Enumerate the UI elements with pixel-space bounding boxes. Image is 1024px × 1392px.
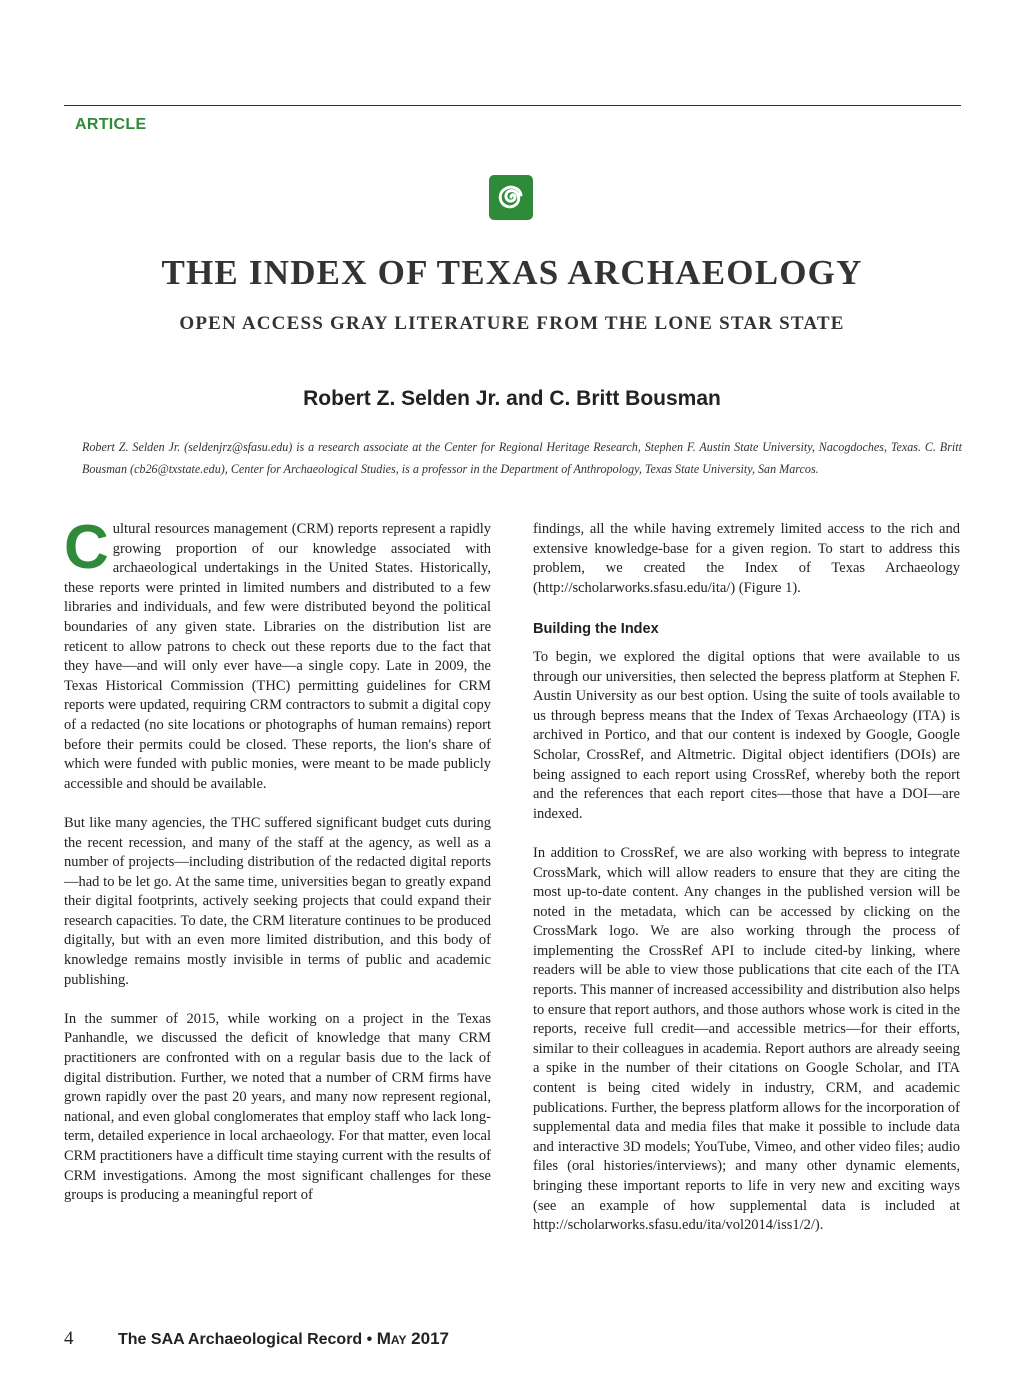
body-paragraph: But like many agencies, the THC suffered significant budget cuts during the recent recession, and many of the staff at the agency, as well as a number of projects—including distribution of the redacted digital reports—had to be let go. At the same time, universities began to greatly expand their digital footprints, actively seeking projects that could expand their research capacities. To date, the CRM literature continues to be produced digitally, but with an even more limited distribution, and this body of knowledge remains mostly invisible in terms of public and academic publishing. bbox=[64, 814, 491, 988]
footer-separator: • bbox=[366, 1331, 373, 1348]
right-column bbox=[533, 520, 960, 1236]
spiral-logo-icon bbox=[489, 175, 533, 220]
body-paragraph: In the summer of 2015, while working on a project in the Texas Panhandle, we discussed the deficit of knowledge that many CRM practitioners are confronted with on a regular basis due to the lack of digital distribution. Further, we noted that a number of CRM firms have grown rapidly over the past 20 years, and many now represent regional, national, and even global conglomerates that employ staff who lack long-term, detailed experience in local archaeology. For that matter, even local CRM practitioners have a difficult time staying current with the results of CRM investigations. Among the most significant challenges for these groups is producing a meaningful report of bbox=[64, 1010, 491, 1204]
header-rule bbox=[64, 105, 961, 106]
article-subtitle: OPEN ACCESS GRAY LITERATURE FROM THE LONE STAR STATE bbox=[179, 313, 845, 334]
footer-publication: The SAA Archaeological Record • May 2017 bbox=[118, 1329, 449, 1348]
article-title: THE INDEX OF TEXAS ARCHAEOLOGY bbox=[161, 253, 863, 292]
body-paragraph: In addition to CrossRef, we are also working with bepress to integrate CrossMark, which will allow readers to ensure that they are citing the most up-to-date content. Any changes in the published version will be noted in the metadata, which can be accessed by clicking on the CrossMark logo. We are also working through the process of implementing the CrossRef API to include cited-by linking, where readers will be able to view those publications that cite each of the ITA reports. This manner of increased accessibility and distribution also helps to ensure that report authors, and those authors whose work is cited in the reports, receive full credit—and accessible metrics—for their efforts, similar to their colleagues in academia. Report authors are already seeing a spike in the number of their citations on Google Scholar, and ITA content is being cited widely in industry, CRM, and academic publications. Further, the bepress platform allows for the incorporation of supplemental data and media files that make it possible to include data and interactive 3D models; YouTube, Vimeo, and other video files; audio files (oral histories/interviews); and many other dynamic elements, bringing these important reports to life in very new and exciting ways (see an example of how supplemental data is included at http://scholarworks.sfasu.edu/ita/vol2014/iss1/2/). bbox=[533, 844, 960, 1234]
footer-issue: May 2017 bbox=[376, 1329, 449, 1348]
section-label: ARTICLE bbox=[75, 116, 147, 133]
left-column bbox=[64, 513, 491, 1206]
section-heading: Building the Index bbox=[533, 621, 659, 638]
page-number: 4 bbox=[64, 1328, 74, 1349]
drop-cap: C bbox=[64, 513, 109, 582]
author-affiliation: Robert Z. Selden Jr. (seldenjrz@sfasu.edu) is a research associate at the Center for Regional Heritage Research, Stephen F. Austin State University, Nacogdoches, Texas. C. Britt Bousman (cb26@txstate.edu), Center for Archaeological Studies, is a professor in the Department of Anthropology, Texas State University, San Marcos. bbox=[82, 440, 962, 476]
body-paragraph: findings, all the while having extremely limited access to the rich and extensive knowledge-base for a given region. To start to address this problem, we created the Index of Texas Archaeology (http://scholarworks.sfasu.edu/ita/) (Figure 1). bbox=[533, 521, 960, 596]
body-paragraph: To begin, we explored the digital options that were available to us through our universities, then selected the bepress platform at Stephen F. Austin University as our best option. Using the suite of tools available to us through bepress means that the Index of Texas Archaeology (ITA) is archived in Portico, and that our content is indexed by Google, Google Scholar, CrossRef, and Altmetric. Digital object identifiers (DOIs) are being assigned to each report using CrossRef, whereby both the report and the references that each report cites—those that have a DOI—are indexed. bbox=[533, 648, 960, 822]
body-paragraph: Cultural resources management (CRM) reports represent a rapidly growing proportion of our knowledge associated with archaeological undertakings in the United States. Historically, these reports were printed in limited numbers and distributed to a few libraries and individuals, and few were distributed beyond the political boundaries of any given state. Libraries on the distribution list are reticent to allow patrons to check out these reports due to the fact that they have—and will only ever have—a single copy. Late in 2009, the Texas Historical Commission (THC) permitting guidelines for CRM reports were updated, requiring CRM contractors to submit a digital copy of a redacted (no site locations or photographs of human remains) report before their permits could be closed. These reports, the lion's share of which were funded with public monies, were meant to be made publicly accessible and should be available. bbox=[64, 513, 491, 792]
author-byline: Robert Z. Selden Jr. and C. Britt Bousman bbox=[303, 387, 721, 410]
